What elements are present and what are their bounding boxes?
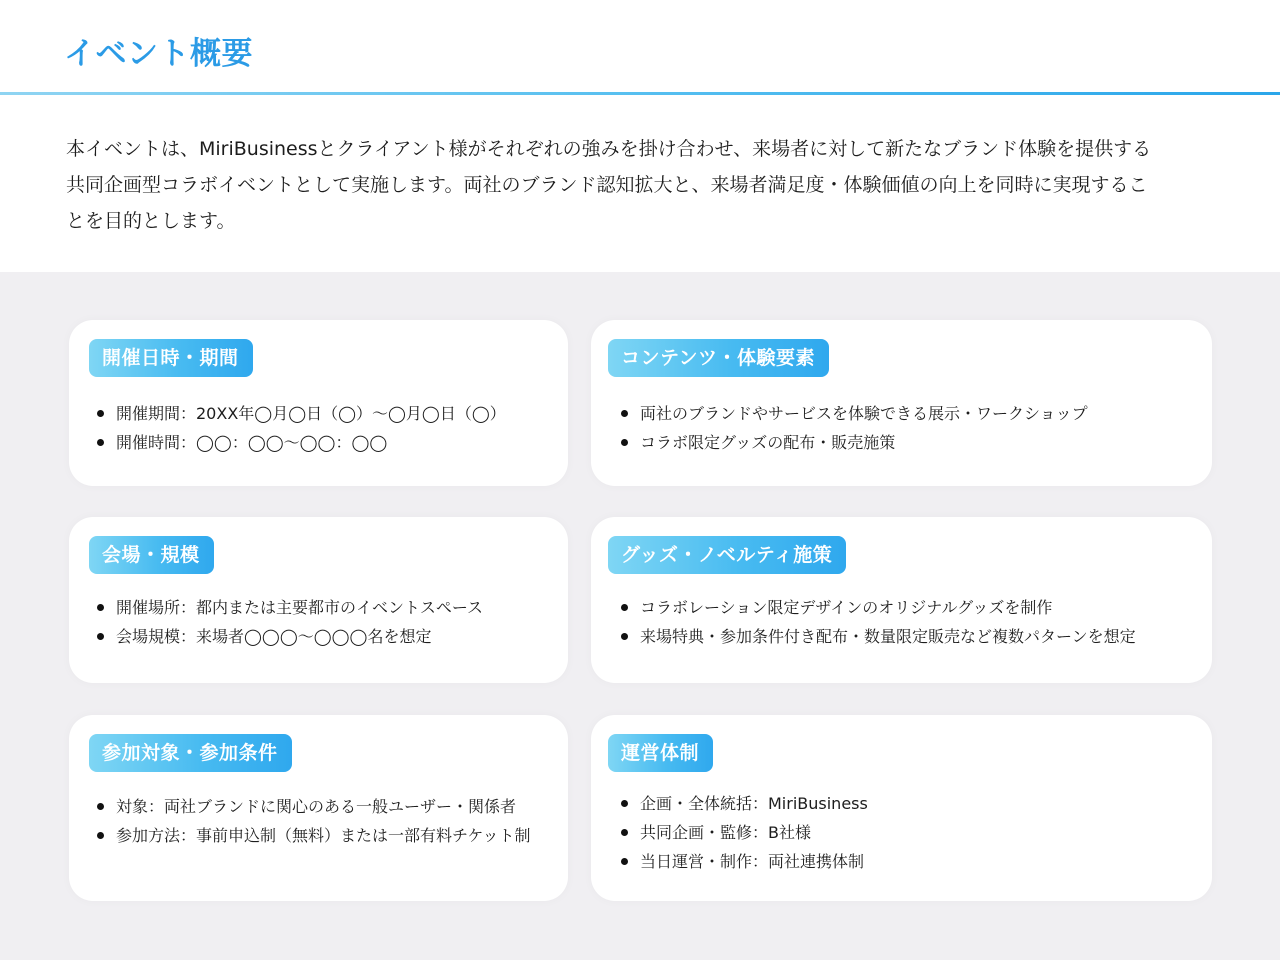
intro-paragraph: 本イベントは、MiriBusinessとクライアント様がそれぞれの強みを掛け合わせ、来場者に対して新たなブランド体験を提供する共同企画型コラボイベントとして実施します。両社のブランド認知拡大と、来場者満足度・体験価値の向上を同時に実現することを目的とします。 [66, 138, 1152, 232]
card-contents-tag: コンテンツ・体験要素 [608, 339, 829, 377]
card-schedule-list [97, 399, 506, 457]
card-goods-tag: グッズ・ノベルティ施策 [608, 536, 846, 574]
card-operation-list [621, 789, 868, 876]
card-contents [591, 320, 1212, 486]
list-item: コラボ限定グッズの配布・販売施策 [621, 428, 1088, 457]
card-schedule-tag: 開催日時・期間 [89, 339, 253, 377]
card-schedule [69, 320, 568, 486]
card-goods [591, 517, 1212, 683]
list-item: 開催期間：20XX年◯月◯日（◯）～◯月◯日（◯） [97, 399, 506, 428]
card-operation-tag: 運営体制 [608, 734, 713, 772]
page-title: イベント概要 [64, 36, 253, 72]
list-item: 参加方法：事前申込制（無料）または一部有料チケット制 [97, 821, 531, 850]
list-item: 会場規模：来場者◯◯◯～◯◯◯名を想定 [97, 622, 483, 651]
card-audience [69, 715, 568, 901]
card-venue-tag: 会場・規模 [89, 536, 214, 574]
list-item: 対象：両社ブランドに関心のある一般ユーザー・関係者 [97, 792, 531, 821]
card-audience-list [97, 792, 531, 850]
card-contents-list [621, 399, 1088, 457]
card-venue-list [97, 593, 483, 651]
card-audience-tag: 参加対象・参加条件 [89, 734, 292, 772]
list-item: 開催場所：都内または主要都市のイベントスペース [97, 593, 483, 622]
list-item: 当日運営・制作：両社連携体制 [621, 847, 868, 876]
list-item: 共同企画・監修：B社様 [621, 818, 868, 847]
list-item: コラボレーション限定デザインのオリジナルグッズを制作 [621, 593, 1136, 622]
list-item: 企画・全体統括：MiriBusiness [621, 789, 868, 818]
cards-section [0, 272, 1280, 960]
card-goods-list [621, 593, 1136, 651]
title-divider [0, 92, 1280, 95]
card-venue [69, 517, 568, 683]
list-item: 開催時間：◯◯：◯◯～◯◯：◯◯ [97, 428, 506, 457]
page-header [0, 0, 1280, 96]
card-operation [591, 715, 1212, 901]
list-item: 両社のブランドやサービスを体験できる展示・ワークショップ [621, 399, 1088, 428]
list-item: 来場特典・参加条件付き配布・数量限定販売など複数パターンを想定 [621, 622, 1136, 651]
